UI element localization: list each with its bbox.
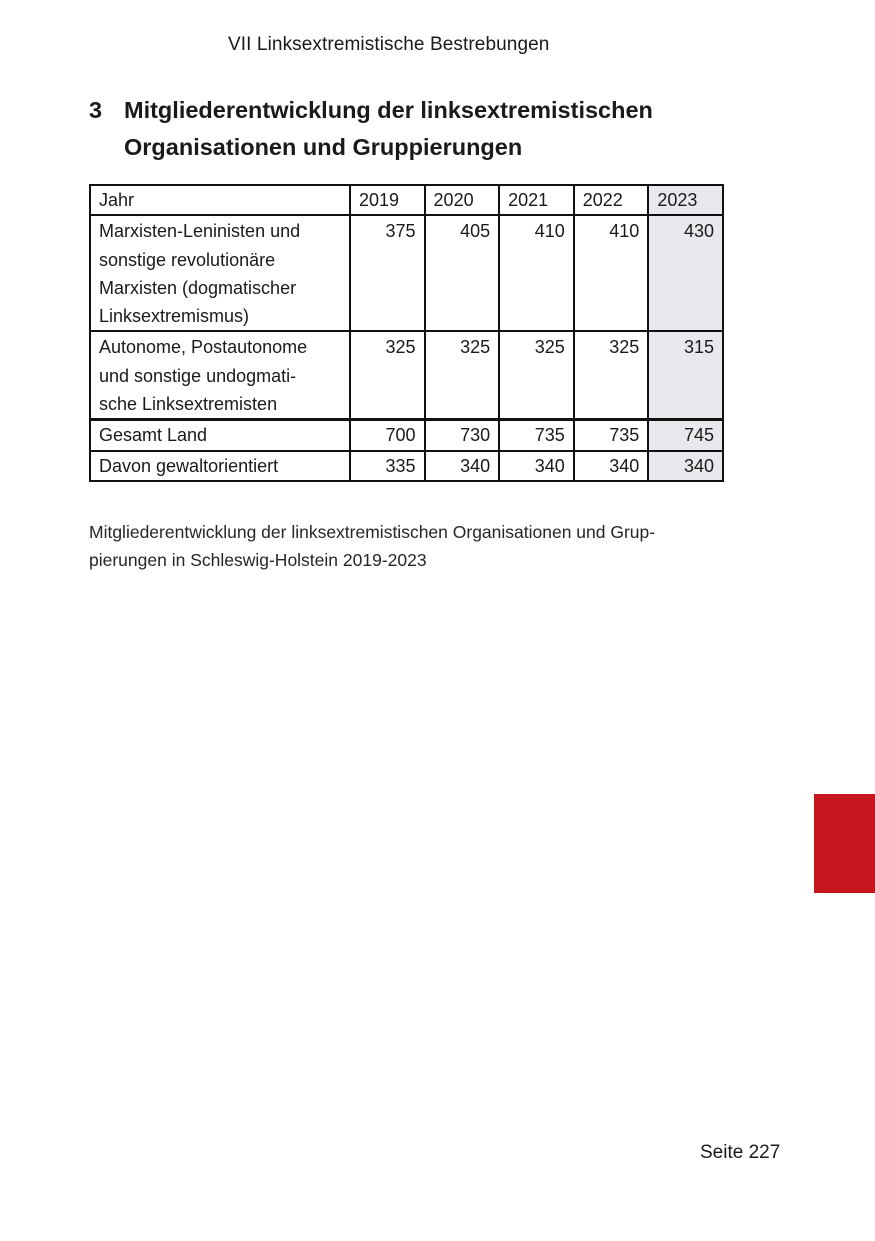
row-label-line: Marxisten (dogmatischer xyxy=(99,277,297,298)
table-cell: 325 xyxy=(574,331,649,419)
table-row-total xyxy=(90,420,723,451)
table-cell-highlighted: 340 xyxy=(648,451,723,481)
section-number: 3 xyxy=(89,97,103,123)
row-label xyxy=(90,215,350,331)
table-cell-highlighted: 430 xyxy=(648,215,723,331)
table-header-row xyxy=(90,185,723,215)
table-cell-highlighted: 745 xyxy=(648,420,723,451)
table-cell: 325 xyxy=(425,331,500,419)
table-row xyxy=(90,215,723,331)
section-title-line-1: Mitgliederentwicklung der linksextremistischen xyxy=(124,97,653,123)
section-heading xyxy=(89,92,769,166)
caption-line-2: pierungen in Schleswig-Holstein 2019-2023 xyxy=(89,550,427,570)
table-header-year-highlighted: 2023 xyxy=(648,185,723,215)
table-cell: 335 xyxy=(350,451,425,481)
table-header-year: 2021 xyxy=(499,185,574,215)
table-cell: 325 xyxy=(499,331,574,419)
table-header-year: 2019 xyxy=(350,185,425,215)
section-title-line-2: Organisationen und Gruppierungen xyxy=(124,134,523,160)
table-caption xyxy=(89,518,729,574)
row-label-line: und sonstige undogmati- xyxy=(99,365,297,386)
table-header-label: Jahr xyxy=(90,185,350,215)
table-cell: 325 xyxy=(350,331,425,419)
table-cell: 700 xyxy=(350,420,425,451)
page-number: Seite 227 xyxy=(700,1142,781,1163)
table-header-year: 2020 xyxy=(425,185,500,215)
table-cell: 340 xyxy=(425,451,500,481)
section-title xyxy=(124,92,769,166)
table-cell: 340 xyxy=(499,451,574,481)
table-cell: 410 xyxy=(574,215,649,331)
table-row xyxy=(90,451,723,481)
table-row xyxy=(90,331,723,419)
membership-table xyxy=(89,184,724,482)
table-cell-highlighted: 315 xyxy=(648,331,723,419)
row-label-line: Linksextremismus) xyxy=(99,306,250,327)
table-cell: 410 xyxy=(499,215,574,331)
row-label xyxy=(90,331,350,419)
row-label-line: Marxisten-Leninisten und xyxy=(99,221,301,242)
row-label: Gesamt Land xyxy=(90,420,350,451)
row-label-line: sche Linksextremisten xyxy=(99,394,278,415)
running-header: VII Linksextremistische Bestrebungen xyxy=(228,34,550,55)
table-cell: 735 xyxy=(574,420,649,451)
table-cell: 735 xyxy=(499,420,574,451)
chapter-thumb-tab xyxy=(814,794,875,893)
table-cell: 340 xyxy=(574,451,649,481)
row-label-line: Autonome, Postautonome xyxy=(99,337,308,358)
table-cell: 405 xyxy=(425,215,500,331)
row-label-line: sonstige revolutionäre xyxy=(99,249,276,270)
row-label: Davon gewaltorientiert xyxy=(90,451,350,481)
table-header-year: 2022 xyxy=(574,185,649,215)
caption-line-1: Mitgliederentwicklung der linksextremistischen Organisationen und Grup- xyxy=(89,522,656,542)
table-cell: 375 xyxy=(350,215,425,331)
table-cell: 730 xyxy=(425,420,500,451)
